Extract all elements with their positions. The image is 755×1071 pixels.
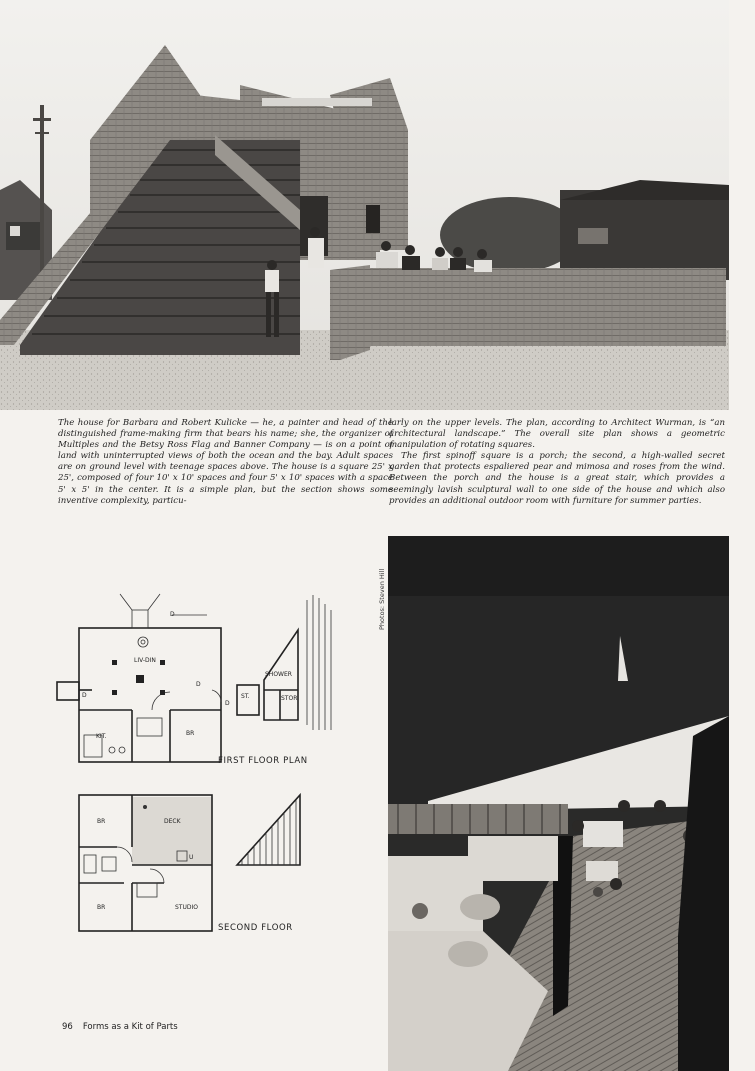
second-floor-plan [52,785,352,945]
second-floor-plan-title: SECOND FLOOR [218,923,293,933]
photo-credit [378,540,388,630]
room-label-br: BR [97,818,106,825]
room-label-shower: SHOWER [265,671,292,678]
first-floor-plan-title: FIRST FLOOR PLAN [218,756,308,766]
room-label-kit: KIT. [96,733,107,740]
deck-aerial-photo [388,536,729,1071]
caption-paragraph: The house for Barbara and Robert Kulicke — he, a painter and head of the distinguished frame-making firm that bears his name; she, the organizer of Multiples and the Betsy Ross Flag and Banner Company — is on a point of land with uninterrupted views of both the ocean and the bay. Adult spaces are on ground level with teenage spaces above. The house is a square 25' x 25', composed of four 10' x 10' spaces and four 5' x 10' spaces with a space 5' x 5' in the center. It is a simple plan, but the section shows some inventive complexity, particu- [58,418,393,506]
photo-credit-text: Photos: Steven Hill [378,568,386,630]
caption-paragraph: larly on the upper levels. The plan, according to Architect Wurman, is “an architectural landscape.” The overall site plan shows a geometric manipulation of rotating squares. [389,418,725,451]
room-label-door: D [225,700,230,707]
page-footer [62,1022,178,1032]
caption-left-column [58,418,393,507]
room-label-liv-din: LIV-DIN [134,657,156,664]
room-label-studio: STUDIO [175,904,198,911]
room-label-door: D [82,692,87,699]
room-label-u: U [189,854,194,861]
first-floor-plan [52,590,352,780]
room-label-br: BR [97,904,106,911]
room-label-deck: DECK [164,818,181,825]
room-label-st: ST. [241,693,250,700]
room-label-door: D [196,681,201,688]
room-label-door: D [170,611,175,618]
section-title: Forms as a Kit of Parts [82,1022,178,1032]
room-label-stor: STOR. [281,695,300,702]
room-label-br: BR [186,730,195,737]
caption-right-column [389,418,725,507]
house-exterior-photo [0,0,729,410]
caption-paragraph: The first spinoff square is a porch; the second, a high-walled secret garden that protects espaliered pear and mimosa and roses from the wind. Between the porch and the house is a great stair, which provides a seemingly lavish sculptural wall to one side of the house and which also provides an additional outdoor room with furniture for summer parties. [389,451,725,506]
page-number: 96 [62,1022,73,1032]
